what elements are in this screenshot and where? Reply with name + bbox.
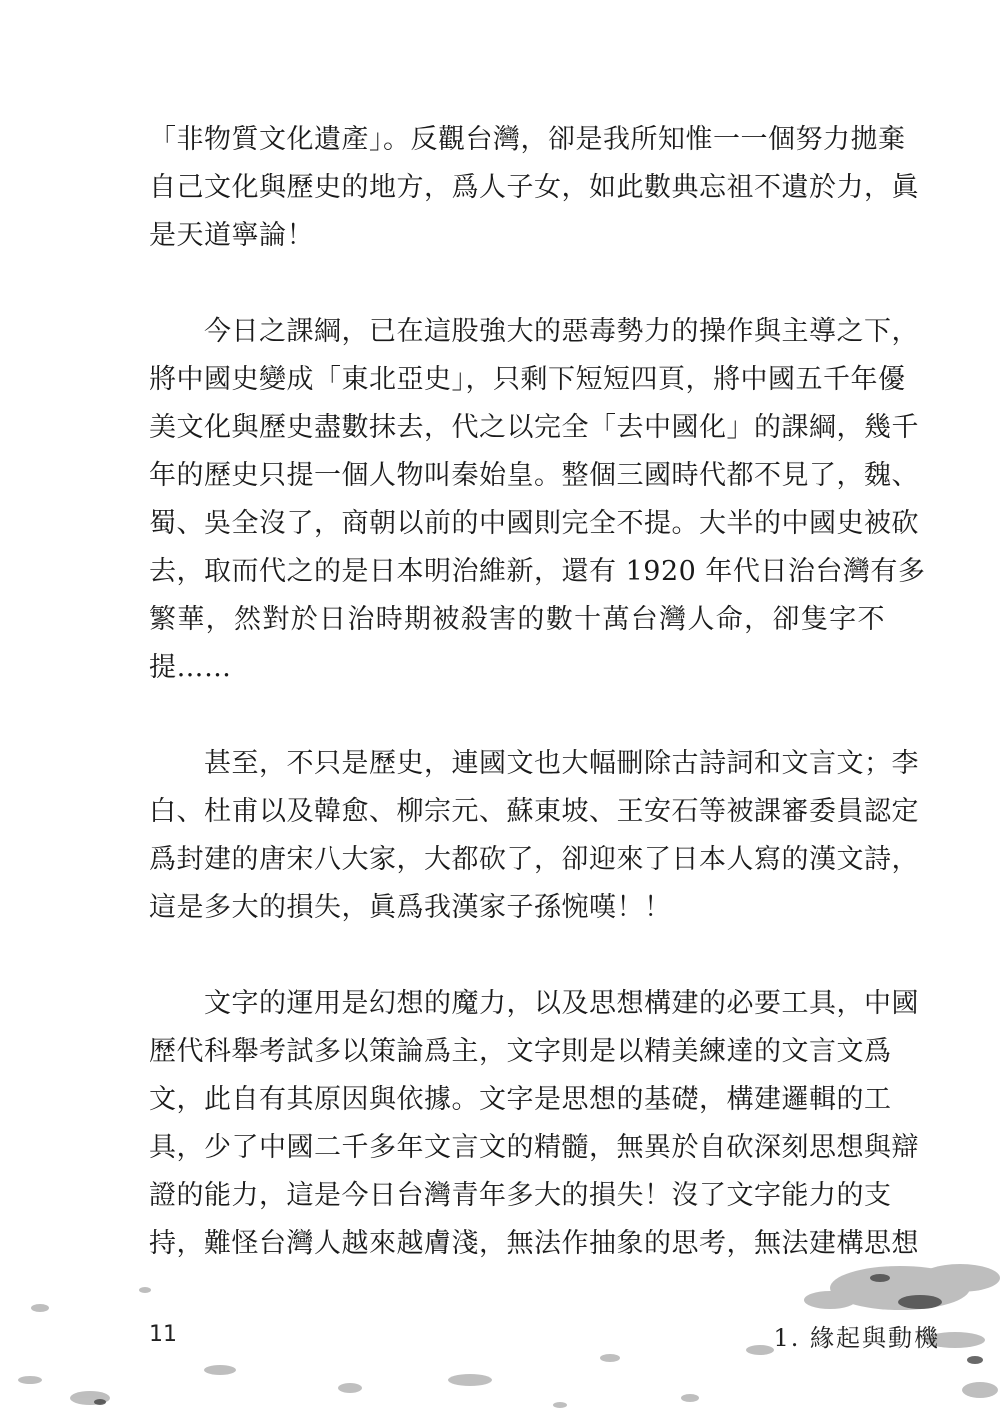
text-line: 自己文化與歷史的地方，爲人子女，如此數典忘祖不遺於力，眞: [149, 172, 919, 203]
text-line: 爲封建的唐宋八大家，大都砍了，卻迎來了日本人寫的漢文詩，: [149, 844, 919, 875]
text-line: 蜀、吳全沒了，商朝以前的中國則完全不提。大半的中國史被砍: [149, 508, 919, 539]
text-line: 去，取而代之的是日本明治維新，還有 1920 年代日治台灣有多: [149, 556, 926, 587]
text-line: 提……: [149, 652, 232, 683]
text-line: 繁華，然對於日治時期被殺害的數十萬台灣人命，卻隻字不: [149, 604, 885, 635]
text-line: 具，少了中國二千多年文言文的精髓，無異於自砍深刻思想與辯: [149, 1132, 919, 1163]
text-line: 年的歷史只提一個人物叫秦始皇。整個三國時代都不見了，魏、: [149, 460, 919, 491]
text-line: 是天道寧論！: [149, 220, 314, 251]
text-line: 持，難怪台灣人越來越膚淺，無法作抽象的思考，無法建構思想: [149, 1228, 919, 1259]
text-line: 今日之課綱，已在這股強大的惡毒勢力的操作與主導之下，: [149, 316, 919, 347]
paragraph-1: [149, 116, 919, 260]
text-line: 這是多大的損失，眞爲我漢家子孫惋嘆！！: [149, 892, 672, 923]
text-line: 文，此自有其原因與依據。文字是思想的基礎，構建邏輯的工: [149, 1084, 892, 1115]
text-line: 歷代科舉考試多以策論爲主，文字則是以精美練達的文言文爲: [149, 1036, 892, 1067]
text-line: 美文化與歷史盡數抹去，代之以完全「去中國化」的課綱，幾千: [149, 412, 919, 443]
body-text: [149, 116, 926, 1268]
text-line: 白、杜甫以及韓愈、柳宗元、蘇東坡、王安石等被課審委員認定: [149, 796, 919, 827]
page-number: 11: [149, 1322, 177, 1347]
paragraph-3: [149, 740, 919, 932]
text-line: 「非物質文化遺產」。反觀台灣，卻是我所知惟一一個努力拋棄: [149, 124, 906, 155]
text-line: 將中國史變成「東北亞史」，只剩下短短四頁，將中國五千年優: [149, 364, 906, 395]
text-line: 文字的運用是幻想的魔力，以及思想構建的必要工具，中國: [149, 988, 919, 1019]
text-line: 甚至，不只是歷史，連國文也大幅刪除古詩詞和文言文；李: [149, 748, 919, 779]
chapter-title: 1. 緣起與動機: [773, 1324, 940, 1352]
paragraph-4: [149, 980, 919, 1268]
text-line: 證的能力，這是今日台灣青年多大的損失！沒了文字能力的支: [149, 1180, 892, 1211]
paragraph-2: [149, 308, 926, 692]
